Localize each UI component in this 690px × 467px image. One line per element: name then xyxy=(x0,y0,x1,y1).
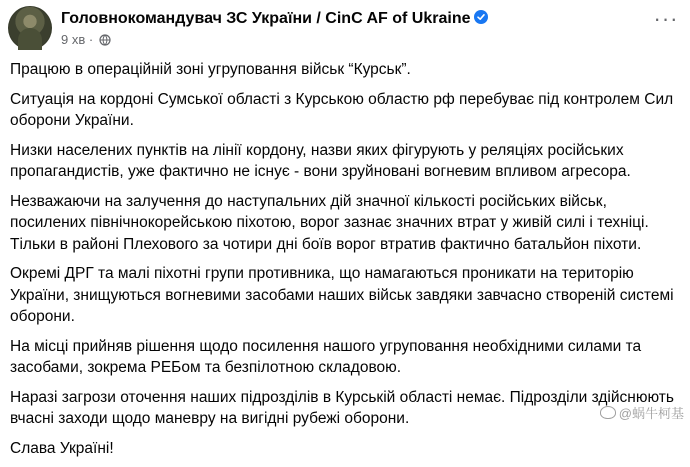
author-name-row xyxy=(61,10,488,28)
post-body xyxy=(10,59,682,467)
author-avatar[interactable] xyxy=(8,6,52,50)
meta-separator: · xyxy=(88,32,94,47)
post-paragraph: На місці прийняв рішення щодо посилення нашого угруповання необхідними силами та засобами, зокрема РЕБом та безпілотною складовою. xyxy=(10,337,642,376)
post-paragraph: Працюю в операційній зоні угруповання військ “Курськ”. xyxy=(10,61,411,78)
globe-icon xyxy=(99,34,111,49)
verified-badge-icon xyxy=(474,10,488,24)
post-paragraph: Низки населених пунктів на лінії кордону, назви яких фігурують у реляціях російських пропагандистів, уже фактично не існує - вони зруйновані вогневим впливом агресора. xyxy=(10,141,631,180)
post-paragraph: Ситуація на кордоні Сумської області з Курською областю рф перебуває під контролем Сил оборони України. xyxy=(10,90,674,129)
post-paragraph: Окремі ДРГ та малі піхотні групи противника, що намагаються проникати на територію України, знищуються вогневими засобами наших військ завдяки завчасно створеній системі оборони. xyxy=(10,265,674,325)
post-meta xyxy=(61,32,111,49)
post-paragraph: Наразі загрози оточення наших підрозділів в Курській області немає. Підрозділи здійснюють вчасні заходи щодо маневру на вигідні рубежі оборони. xyxy=(10,388,674,427)
author-name[interactable]: Головнокомандувач ЗС України / CinC AF of Ukraine xyxy=(61,10,471,27)
post-paragraph: Слава Україні! xyxy=(10,439,114,457)
ellipsis-icon: ··· xyxy=(653,6,679,31)
more-options-button[interactable] xyxy=(650,6,682,36)
post-paragraph: Незважаючи на залучення до наступальних дій значної кількості російських військ, посилених північнокорейською піхотою, ворог зазнає значних втрат у живій силі і техніці. Тільки в районі Плехового за чотири дні боїв ворог втратив фактично батальйон піхоти. xyxy=(10,192,649,253)
post-time[interactable]: 9 хв xyxy=(61,32,86,47)
watermark-text: @蜗牛柯基 xyxy=(618,406,684,421)
post-header xyxy=(8,4,682,56)
weibo-logo-icon xyxy=(600,406,616,419)
watermark xyxy=(600,403,684,422)
